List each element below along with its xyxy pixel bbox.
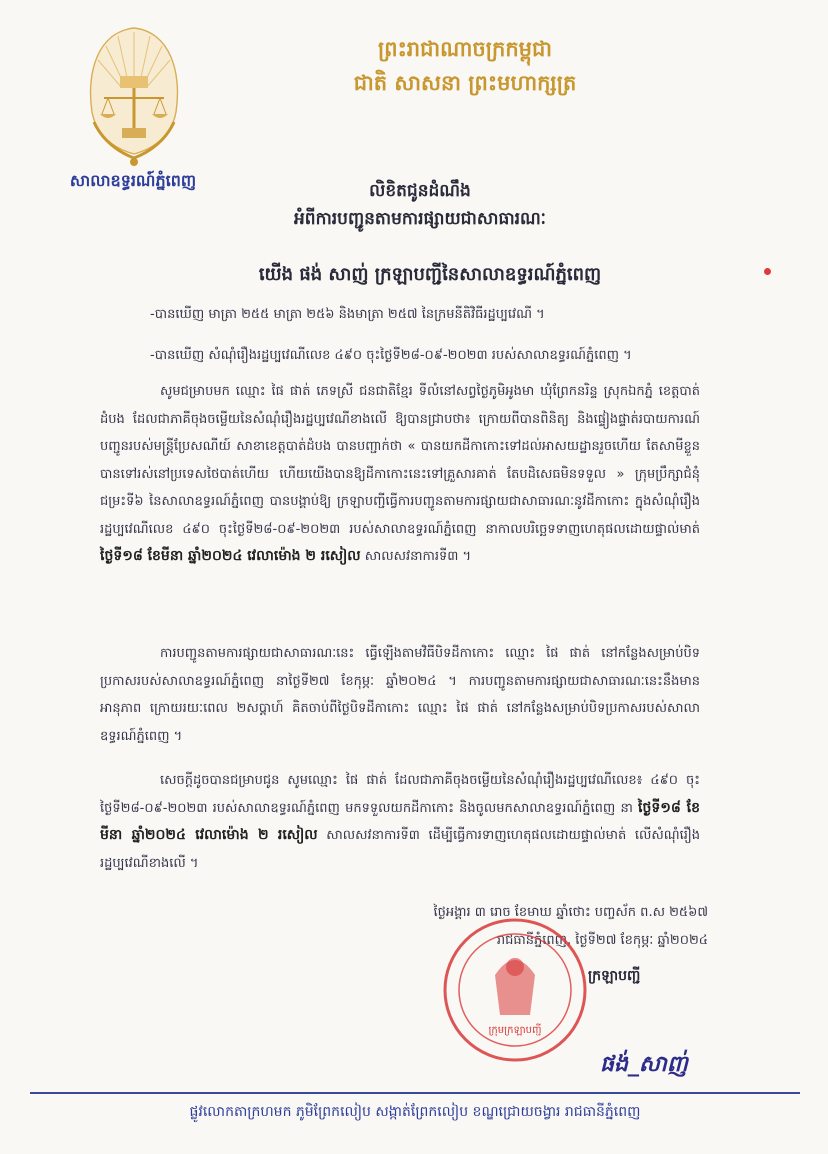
- kingdom-motto: [300, 32, 630, 100]
- document-subtitle: អំពីការបញ្ជូនតាមការផ្សាយជាសាធារណៈ: [294, 209, 546, 229]
- nation-religion-king: ជាតិ សាសនា ព្រះមហាក្សត្រ: [353, 70, 577, 95]
- document-title: លិខិតជូនដំណឹង: [369, 181, 471, 201]
- hearing-datetime: ថ្ងៃទី១៨ ខែមីនា ឆ្នាំ២០២៤ វេលាម៉ោង ២ រសៀល: [100, 548, 361, 564]
- stamp-text: ក្រុមក្រឡាបញ្ជី: [488, 1025, 542, 1036]
- paragraph-service: ការបញ្ជូនតាមការផ្សាយជាសាធារណៈនេះ ធ្វើឡើងតាមវិធីបិទដីកាកោះ ឈ្មោះ ផៃ ផាត់ នៅកន្លែងសម្រាប់បិទប្រកាសរបស់សាលាឧទ្ធរណ៍ភ្នំពេញ នាថ្ងៃទី២៧ ខែកុម្ភៈ ឆ្នាំ២០២៤ ។ ការបញ្ជូនតាមការផ្សាយជាសាធារណៈនេះនឹងមានអានុភាព ក្រោយរយៈពេល ២សប្តាហ៍ គិតចាប់ពីថ្ងៃបិទដីកាកោះ ឈ្មោះ ផៃ ផាត់ នៅកន្លែងសម្រាប់បិទប្រកាសរបស់សាលាឧទ្ធរណ៍ភ្នំពេញ ។: [100, 646, 700, 744]
- paragraph-summons-text: សេចក្តីដូចបានជម្រាបជូន សូមឈ្មោះ ផៃ ផាត់ ដែលជាភាគីចុងចម្លើយនៃសំណុំរឿងរដ្ឋប្បវេណីលេខ៖ ៤៩០ ចុះថ្ងៃទី២៨-០៩-២០២៣ របស់សាលាឧទ្ធរណ៍ភ្នំពេញ មកទទួលយកដីកាកោះ និងចូលមកសាលាឧទ្ធរណ៍ភ្នំពេញ នា: [100, 773, 700, 816]
- paragraph-summons-tail: សាលសវនាការទី៣ ដើម្បីធ្វើការទាញហេតុផលដោយផ្ទាល់មាត់ លើសំណុំរឿងរដ្ឋប្បវេណីខាងលើ ។: [100, 828, 700, 871]
- place-and-date: រាជធានីភ្នំពេញ, ថ្ងៃទី២៧ ខែកុម្ភៈ ឆ្នាំ២០២៤: [496, 933, 708, 948]
- legal-reference-1: -បានឃើញ មាត្រា ២៥៥ មាត្រា ២៥៦ និងមាត្រា ២៥៧ នៃក្រមនីតិវិធីរដ្ឋប្បវេណី ។: [150, 307, 545, 322]
- signer-signature: ផង់_សាញ់: [600, 1052, 688, 1077]
- kingdom-title: ព្រះរាជាណាចក្រកម្ពុជា: [377, 36, 552, 61]
- hearing-datetime-2: ថ្ងៃទី១៨ ខែមីនា ឆ្នាំ២០២៤ វេលាម៉ោង ២ រសៀល: [100, 799, 700, 843]
- paragraph-summons: [100, 767, 700, 877]
- signer-title: ក្រឡាបញ្ជី: [588, 968, 641, 984]
- hearing-room: សាលសវនាការទី៣ ។: [360, 549, 472, 564]
- lunar-date: ថ្ងៃអង្គារ ៣ រោច ខែមាឃ ឆ្នាំថោះ បញ្ចស័ក ព.ស ២៥៦៧: [433, 905, 708, 920]
- footer-address: ផ្លូវលោកតាក្រហមក ភូមិព្រែកលៀប សង្កាត់ព្រែកលៀប ខណ្ឌជ្រោយចង្វារ រាជធានីភ្នំពេញ: [189, 1104, 641, 1120]
- legal-reference-2: -បានឃើញ សំណុំរឿងរដ្ឋប្បវេណីលេខ ៤៩០ ចុះថ្ងៃទី២៨-០៩-២០២៣ របស់សាលាឧទ្ធរណ៍ភ្នំពេញ ។: [150, 348, 632, 363]
- paragraph-notice: [100, 378, 700, 571]
- paragraph-notice-text: សូមជម្រាបមក ឈ្មោះ ផៃ ផាត់ ភេទស្រី ជនជាតិខ្មែរ ទីលំនៅសព្វថ្ងៃភូមិអូងមា ឃុំព្រែកនរិន្ទ ស្រុកឯកភ្នំ ខេត្តបាត់ដំបង ដែលជាភាគីចុងចម្លើយនៃសំណុំរឿងរដ្ឋប្បវេណីខាងលើ ឱ្យបានជ្រាបថា៖ ក្រោយពីបានពិនិត្យ និងផ្ទៀងផ្ទាត់របាយការណ៍បញ្ជូនរបស់មន្ត្រីប្រែសណីយ៍ សាខាខេត្តបាត់ដំបង បានបញ្ជាក់ថា « បានយកដីកាកោះទៅដល់អាសយដ្ឋានរួចហើយ តែសាមីខ្លួនបានទៅរស់នៅប្រទេសថៃបាត់ហើយ ហើយយើងបានឱ្យដីកាកោះនេះទៅគ្រួសារគាត់ តែបដិសេធមិនទទួល » ក្រុមប្រឹក្សាជំនុំជម្រះទី៦ នៃសាលាឧទ្ធរណ៍ភ្នំពេញ បានបង្គាប់ឱ្យ ក្រឡាបញ្ជីធ្វើការបញ្ជូនតាមការផ្សាយជាសាធារណៈនូវដីកាកោះ ក្នុងសំណុំរឿងរដ្ឋប្បវេណីលេខ ៤៩០ ចុះថ្ងៃទី២៨-០៩-២០២៣ របស់សាលាឧទ្ធរណ៍ភ្នំពេញ នាកាលបរិច្ឆេទទាញហេតុផលដោយផ្ទាល់មាត់: [100, 384, 700, 537]
- court-name: សាលាឧទ្ធរណ៍ភ្នំពេញ: [69, 171, 197, 190]
- court-emblem-icon: [78, 22, 190, 170]
- red-mark: [764, 268, 771, 275]
- footer-divider: [30, 1092, 800, 1094]
- official-stamp-icon: [440, 915, 590, 1065]
- issuer-heading: យើង ផង់ សាញ់ ក្រឡាបញ្ជីនៃសាលាឧទ្ធរណ៍ភ្នំពេញ: [258, 264, 602, 285]
